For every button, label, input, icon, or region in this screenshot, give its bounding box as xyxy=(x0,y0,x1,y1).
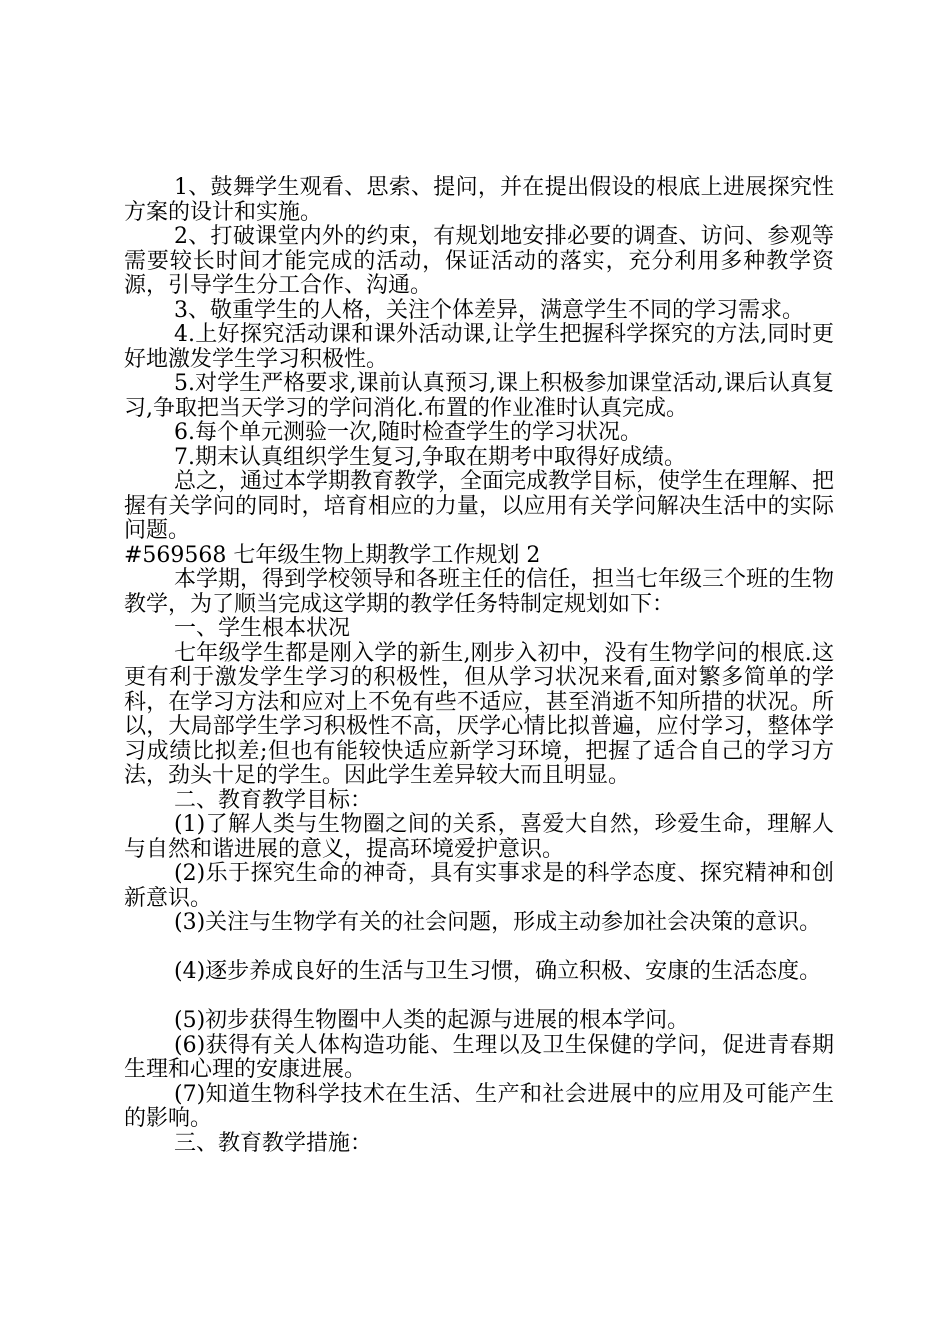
paragraph: 7.期末认真组织学生复习,争取在期考中取得好成绩。 xyxy=(174,444,686,470)
list-item: (7)知道生物科学技术在生活、生产和社会进展中的应用及可能产生的影响。 xyxy=(124,1081,834,1131)
paragraph: 4.上好探究活动课和课外活动课,让学生把握科学探究的方法,同时更好地激发学生学习积极性。 xyxy=(124,322,834,372)
list-item: (1)了解人类与生物圈之间的关系，喜爱大自然，珍爱生命，理解人与自然和谐进展的意义，提高环境爱护意识。 xyxy=(124,812,834,862)
list-item: (5)初步获得生物圈中人类的起源与进展的根本学问。 xyxy=(174,1008,690,1033)
document-body xyxy=(124,176,834,1156)
paragraph: 总之，通过本学期教育教学，全面完成教学目标，使学生在理解、把握有关学问的同时，培育相应的力量，以应用有关学问解决生活中的实际问题。 xyxy=(124,469,835,543)
paragraph: 本学期，得到学校领导和各班主任的信任，担当七年级三个班的生物教学，为了顺当完成这学期的教学任务特制定规划如下： xyxy=(124,567,835,617)
section-heading: 一、学生根本状况 xyxy=(174,616,351,641)
paragraph: 5.对学生严格要求,课前认真预习,课上积极参加课堂活动,课后认真复习,争取把当天学习的学问消化.布置的作业准时认真完成。 xyxy=(124,371,834,421)
list-item: (3)关注与生物学有关的社会问题，形成主动参加社会决策的意识。 xyxy=(174,910,822,935)
section-title: #569568 七年级生物上期教学工作规划 2 xyxy=(124,542,541,568)
section-heading: 二、教育教学目标： xyxy=(174,787,373,813)
list-item: (2)乐于探究生命的神奇，具有实事求是的科学态度、探究精神和创新意识。 xyxy=(124,861,834,911)
paragraph: 七年级学生都是刚入学的新生,刚步入初中，没有生物学问的根底.这更有利于激发学生学习的积极性，但从学习状况来看,面对繁多简单的学科，在学习方法和应对上不免有些不适应，甚至消逝不知所措的状况。所以，大局部学生学习积极性不高，厌学心情比拟普遍，应付学习，整体学习成绩比拟差;但也有能较快适应新学习环境，把握了适合自己的学习方法，劲头十足的学生。因此学生差异较大而且明显。 xyxy=(124,640,834,788)
paragraph: 3、敬重学生的人格，关注个体差异，满意学生不同的学习需求。 xyxy=(174,297,804,323)
list-item: (6)获得有关人体构造功能、生理以及卫生保健的学问，促进青春期生理和心理的安康进展。 xyxy=(124,1032,834,1082)
paragraph: 6.每个单元测验一次,随时检查学生的学习状况。 xyxy=(174,420,642,445)
section-heading: 三、教育教学措施： xyxy=(174,1130,373,1156)
paragraph: 1、鼓舞学生观看、思索、提问，并在提出假设的根底上进展探究性方案的设计和实施。 xyxy=(124,175,834,225)
list-item: (4)逐步养成良好的生活与卫生习惯，确立积极、安康的生活态度。 xyxy=(174,959,822,984)
paragraph: 2、打破课堂内外的约束，有规划地安排必要的调查、访问、参观等需要较长时间才能完成的活动，保证活动的落实，充分利用多种教学资源，引导学生分工合作、沟通。 xyxy=(124,224,834,298)
